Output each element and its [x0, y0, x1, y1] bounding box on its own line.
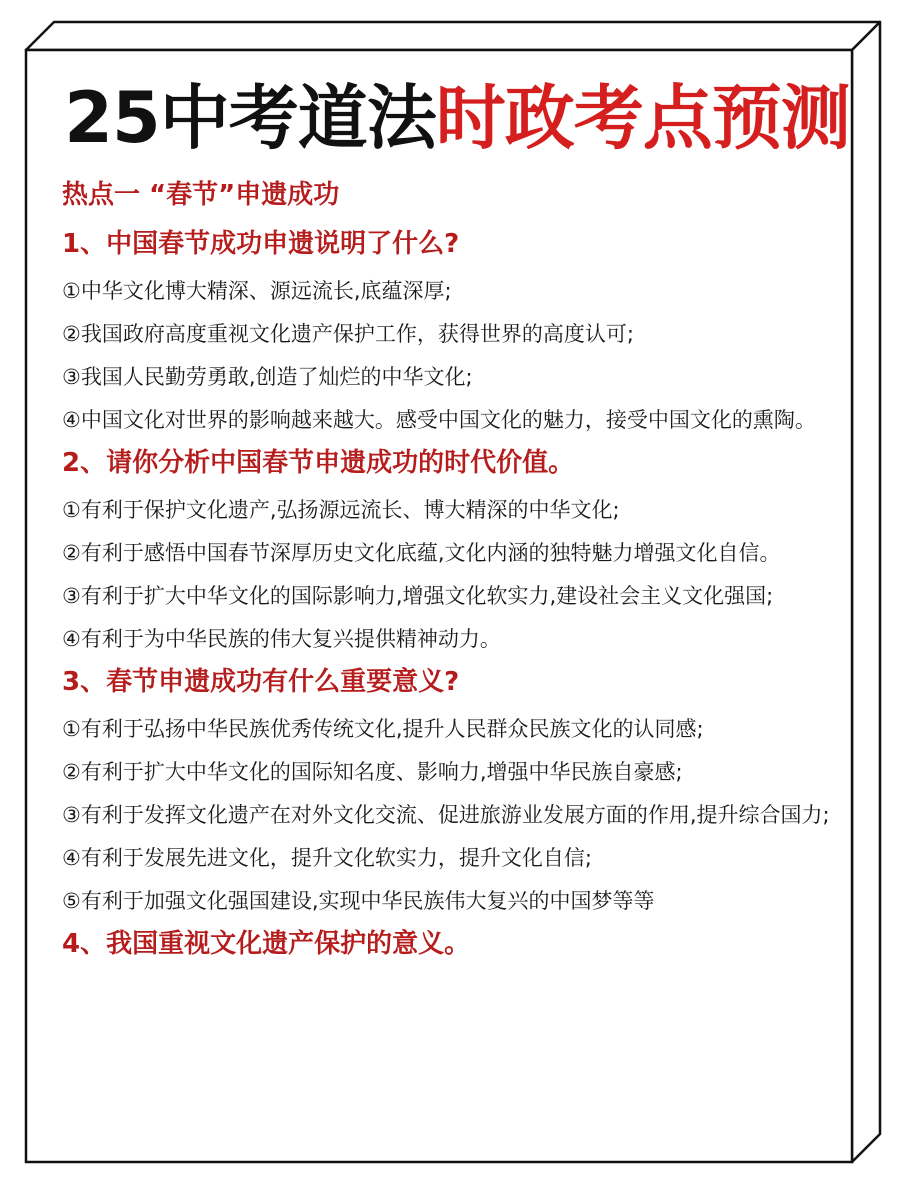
- answer-item: ①有利于保护文化遗产,弘扬源远流长、博大精深的中华文化;: [62, 498, 620, 522]
- document-content: [62, 70, 852, 971]
- title-black-part: 25中考道法: [64, 77, 436, 159]
- answer-item: ④有利于发展先进文化，提升文化软实力，提升文化自信;: [62, 846, 592, 870]
- answer-item: ①有利于弘扬中华民族优秀传统文化,提升人民群众民族文化的认同感;: [62, 717, 704, 741]
- title-red-part: 时政考点预测: [435, 77, 850, 159]
- answer-item: ③有利于发挥文化遗产在对外文化交流、促进旅游业发展方面的作用,提升综合国力;: [62, 803, 830, 827]
- section-4: [62, 925, 852, 963]
- answer-item: ④中国文化对世界的影响越来越大。感受中国文化的魅力，接受中国文化的熏陶。: [62, 408, 816, 432]
- answer-item: ④有利于为中华民族的伟大复兴提供精神动力。: [62, 627, 501, 651]
- box-right-face: [852, 22, 880, 1162]
- answer-item: ②有利于感悟中国春节深厚历史文化底蕴,文化内涵的独特魅力增强文化自信。: [62, 541, 781, 565]
- question-heading: 2、请你分析中国春节申遗成功的时代价值。: [62, 448, 575, 478]
- question-heading: 3、春节申遗成功有什么重要意义?: [62, 667, 460, 697]
- hotspot-heading: 热点一 “春节”申遗成功: [62, 180, 340, 210]
- section-1: [62, 225, 852, 440]
- section-2: [62, 444, 852, 659]
- answer-item: ③我国人民勤劳勇敢,创造了灿烂的中华文化;: [62, 365, 473, 389]
- page-title: [62, 70, 852, 166]
- answer-item: ②我国政府高度重视文化遗产保护工作，获得世界的高度认可;: [62, 322, 634, 346]
- box-top-face: [26, 22, 880, 50]
- answer-item: ①中华文化博大精深、源远流长,底蕴深厚;: [62, 279, 452, 303]
- answer-item: ③有利于扩大中华文化的国际影响力,增强文化软实力,建设社会主义文化强国;: [62, 584, 774, 608]
- answer-item: ②有利于扩大中华文化的国际知名度、影响力,增强中华民族自豪感;: [62, 760, 683, 784]
- answer-item: ⑤有利于加强文化强国建设,实现中华民族伟大复兴的中国梦等等: [62, 889, 655, 913]
- question-heading: 1、中国春节成功申遗说明了什么?: [62, 229, 460, 259]
- question-heading: 4、我国重视文化遗产保护的意义。: [62, 929, 471, 959]
- section-3: [62, 663, 852, 921]
